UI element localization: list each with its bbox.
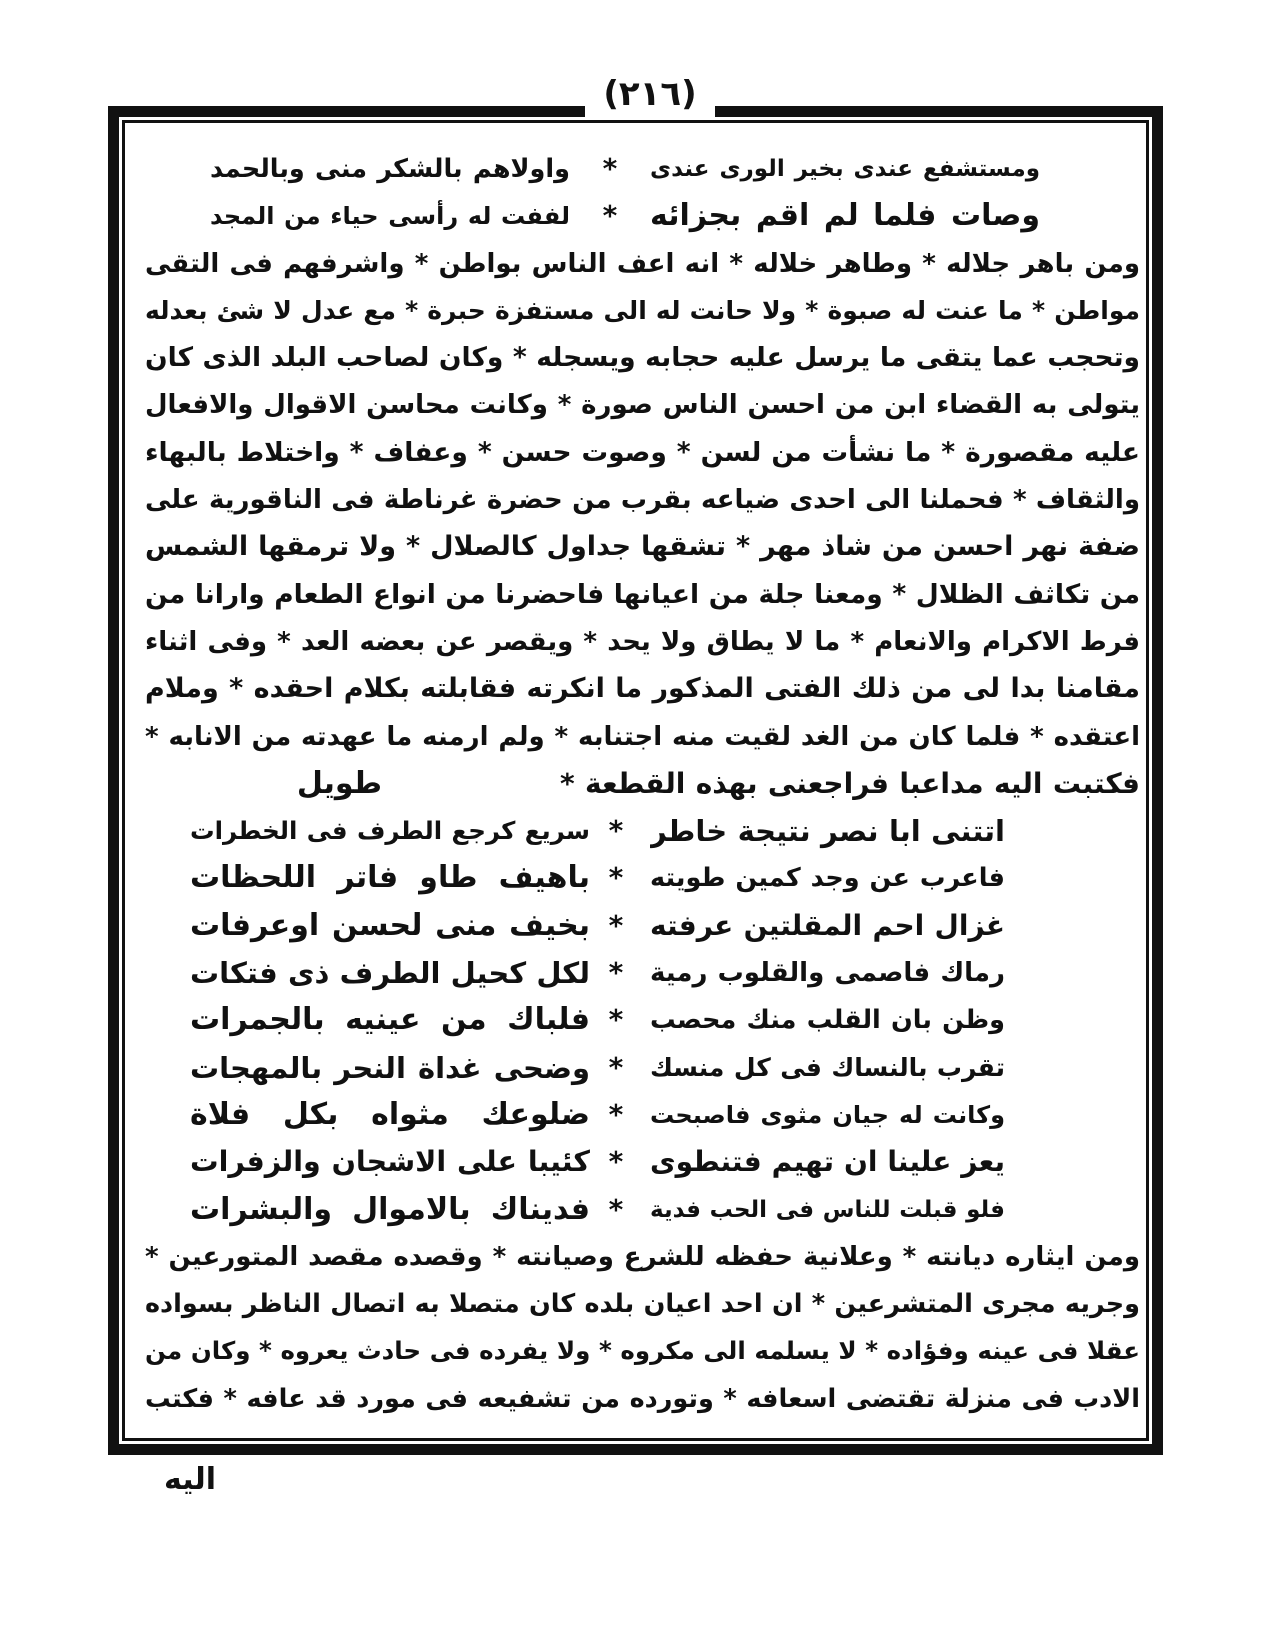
prose-line: الادب فى منزلة تقتضى اسعافه * وتورده من تشفيعه فى مورد قد عافه * فكتب — [145, 1383, 1140, 1414]
prose-row — [0, 1233, 1275, 1280]
poem-verse — [0, 902, 1275, 949]
prose-row — [0, 1327, 1275, 1374]
prose-line: وجريه مجرى المتشرعين * ان احد اعيان بلده كان متصلا به اتصال الناظر بسواده — [145, 1289, 1140, 1320]
poem-verse — [0, 807, 1275, 854]
verse-separator: * — [608, 1097, 624, 1131]
verse-line — [0, 192, 1275, 239]
prose-line: مواطن * ما عنت له صبوة * ولا حانت له الى مستفزة حبرة * مع عدل لا شئ بعدله — [145, 295, 1140, 325]
prose-row — [0, 665, 1275, 712]
poem-verse — [0, 996, 1275, 1043]
prose-line: ومن ايثاره ديانته * وعلانية حفظه للشرع وصيانته * وقصده مقصد المتورعين * — [145, 1241, 1140, 1272]
poem-verse — [0, 1138, 1275, 1185]
verse-first-hemistich: رماك فاصمى والقلوب رمية — [650, 958, 1005, 989]
verse-second-hemistich: لكل كحيل الطرف ذى فتكات — [190, 956, 590, 991]
verse-first-hemistich: يعز علينا ان تهيم فتنطوى — [650, 1145, 1005, 1179]
verse-first-hemistich: وكانت له جيان مثوى فاصبحت — [650, 1100, 1005, 1129]
prose-row — [0, 523, 1275, 570]
verse-first-hemistich: ومستشفع عندى بخير الورى عندى — [650, 156, 1040, 182]
verse-second-hemistich: فديناك بالاموال والبشرات — [190, 1191, 590, 1227]
prose-line: عليه مقصورة * ما نشأت من لسن * وصوت حسن * وعفاف * واختلاط بالبهاء — [145, 436, 1140, 468]
poem-verse — [0, 1186, 1275, 1233]
prose-line: ومن باهر جلاله * وطاهر خلاله * انه اعف الناس بواطن * واشرفهم فى التقى — [145, 248, 1140, 279]
poem-meter-label: طويل — [296, 765, 382, 801]
verse-separator: * — [608, 956, 624, 990]
verse-second-hemistich: فلباك من عينيه بالجمرات — [190, 1002, 590, 1038]
prose-row — [0, 334, 1275, 381]
verse-separator: * — [608, 908, 624, 942]
poem-verse — [0, 1091, 1275, 1138]
prose-row — [0, 476, 1275, 523]
text-block — [0, 145, 1275, 1422]
prose-row — [0, 571, 1275, 618]
verse-second-hemistich: باهيف طاو فاتر اللحظات — [190, 860, 590, 896]
verse-first-hemistich: اتتنى ابا نصر نتيجة خاطر — [650, 814, 1005, 849]
prose-line: والثقاف * فحملنا الى احدى ضياعه بقرب من حضرة غرناطة فى الناقورية على — [145, 485, 1140, 516]
prose-row — [0, 1375, 1275, 1422]
verse-second-hemistich: كئيبا على الاشجان والزفرات — [190, 1145, 590, 1179]
verse-first-hemistich: وظن بان القلب منك محصب — [650, 1005, 1005, 1036]
verse-separator: * — [602, 199, 618, 233]
verse-separator: * — [602, 152, 618, 185]
verse-second-hemistich: ضلوعك مثواه بكل فلاة — [190, 1096, 590, 1132]
poem-verse — [0, 1044, 1275, 1091]
verse-separator: * — [608, 1003, 624, 1037]
catchword: اليه — [164, 1462, 216, 1497]
verse-second-hemistich: سريع كرجع الطرف فى الخطرات — [190, 816, 590, 846]
verse-second-hemistich: واولاهم بالشكر منى وبالحمد — [210, 154, 570, 184]
verse-second-hemistich: لففت له رأسى حياء من المجد — [210, 202, 570, 231]
verse-second-hemistich: بخيف منى لحسن اوعرفات — [190, 907, 590, 943]
prose-line: يتولى به القضاء ابن من احسن الناس صورة * وكانت محاسن الاقوال والافعال — [145, 390, 1140, 421]
verse-first-hemistich: فاعرب عن وجد كمين طويته — [650, 863, 1005, 894]
poem-verse — [0, 949, 1275, 996]
prose-row — [0, 1280, 1275, 1327]
prose-row — [0, 381, 1275, 428]
meter-row — [0, 760, 1275, 807]
prose-line: مقامنا بدا لى من ذلك الفتى المذكور ما انكرته فقابلته بكلام احقده * وملام — [145, 673, 1140, 705]
prose-line: ضفة نهر احسن من شاذ مهر * تشقها جداول كالصلال * ولا ترمقها الشمس — [145, 531, 1140, 563]
prose-line: وتحجب عما يتقى ما يرسل عليه حجابه ويسجله * وكان لصاحب البلد الذى كان — [145, 342, 1140, 374]
page-number: (٢١٦) — [585, 70, 715, 118]
poem-verse — [0, 854, 1275, 901]
verse-first-hemistich: وصات فلما لم اقم بجزائه — [650, 198, 1040, 234]
verse-separator: * — [608, 1192, 624, 1226]
verse-separator: * — [608, 861, 624, 895]
prose-row — [0, 287, 1275, 334]
poem-intro-line: فكتبت اليه مداعبا فراجعنى بهذه القطعة * — [560, 766, 1140, 800]
prose-row — [0, 618, 1275, 665]
verse-second-hemistich: وضحى غداة النحر بالمهجات — [190, 1050, 590, 1085]
verse-first-hemistich: فلو قبلت للناس فى الحب فدية — [650, 1196, 1005, 1223]
prose-row — [0, 429, 1275, 476]
verse-first-hemistich: غزال احم المقلتين عرفته — [650, 908, 1005, 942]
prose-line: عقلا فى عينه وفؤاده * لا يسلمه الى مكروه * ولا يفرده فى حادث يعروه * وكان من — [145, 1336, 1140, 1366]
prose-line: من تكاثف الظلال * ومعنا جلة من اعيانها فاحضرنا من انواع الطعام وارانا من — [145, 578, 1140, 610]
prose-line: اعتقده * فلما كان من الغد لقيت منه اجتنابه * ولم ارمنه ما عهدته من الانابه * — [145, 721, 1140, 752]
verse-separator: * — [608, 1145, 624, 1179]
verse-separator: * — [608, 814, 624, 848]
prose-row — [0, 240, 1275, 287]
prose-line: فرط الاكرام والانعام * ما لا يطاق ولا يحد * ويقصر عن بعضه العد * وفى اثناء — [145, 626, 1140, 657]
verse-line — [0, 145, 1275, 192]
verse-first-hemistich: تقرب بالنساك فى كل منسك — [650, 1052, 1005, 1082]
prose-row — [0, 713, 1275, 760]
verse-separator: * — [608, 1050, 624, 1084]
